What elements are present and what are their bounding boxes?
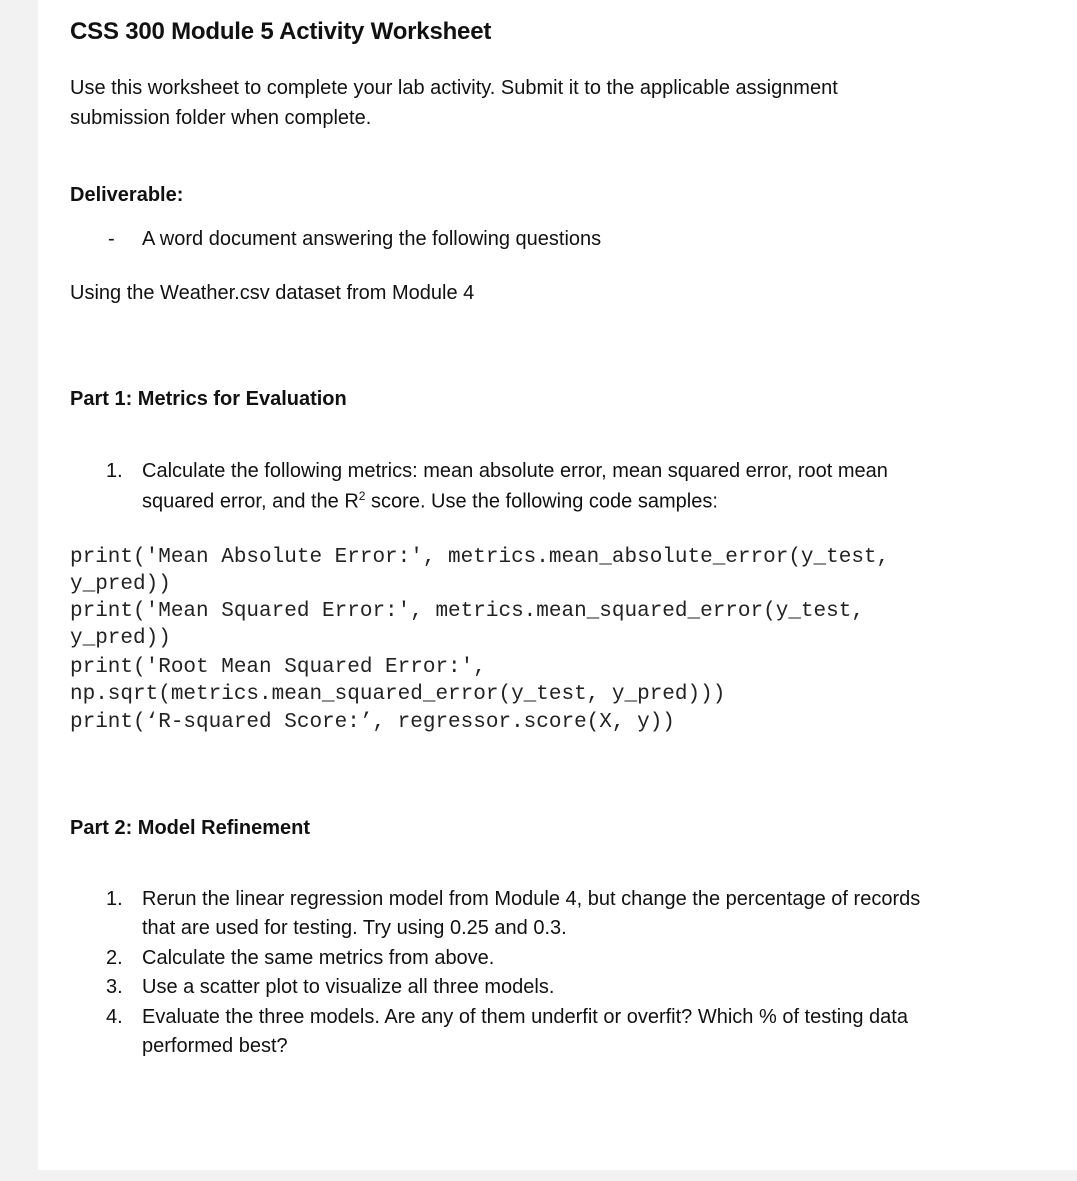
part2-item-1-number: 1. [106, 888, 123, 910]
part1-heading: Part 1: Metrics for Evaluation [70, 388, 347, 410]
part2-item-1-line-1: Rerun the linear regression model from Module 4, but change the percentage of records [142, 888, 921, 910]
part2-item-1-line-2: that are used for testing. Try using 0.25 and 0.3. [142, 917, 567, 939]
code-line: print('Mean Absolute Error:', metrics.mean_absolute_error(y_test, [70, 546, 890, 569]
part2-item-3-line-1: Use a scatter plot to visualize all three models. [142, 976, 555, 998]
deliverable-item: A word document answering the following questions [142, 228, 602, 250]
dataset-line: Using the Weather.csv dataset from Module 4 [70, 282, 475, 304]
code-line: y_pred)) [70, 627, 171, 650]
part1-item-line-1: Calculate the following metrics: mean absolute error, mean squared error, root mean [142, 460, 888, 482]
page-title: CSS 300 Module 5 Activity Worksheet [70, 18, 492, 45]
part1-item-line-2-after: score. Use the following code samples: [365, 490, 718, 513]
intro-line-2: submission folder when complete. [70, 107, 372, 129]
code-line: print('Mean Squared Error:', metrics.mean_squared_error(y_test, [70, 600, 864, 623]
part2-heading: Part 2: Model Refinement [70, 817, 311, 839]
part2-item-2-number: 2. [106, 947, 123, 969]
code-line: np.sqrt(metrics.mean_squared_error(y_test, y_pred))) [70, 683, 726, 706]
code-line: y_pred)) [70, 573, 171, 596]
part2-item-4-line-2: performed best? [142, 1035, 288, 1057]
intro-line-1: Use this worksheet to complete your lab activity. Submit it to the applicable assignment [70, 77, 838, 99]
part2-item-2-line-1: Calculate the same metrics from above. [142, 947, 495, 969]
code-line: print('Root Mean Squared Error:', [70, 656, 486, 679]
deliverable-heading: Deliverable: [70, 184, 184, 206]
part2-item-3-number: 3. [106, 976, 123, 998]
part1-item-number: 1. [106, 460, 123, 482]
bullet-dash: - [108, 228, 115, 250]
superscript-2: 2 [358, 489, 366, 503]
part2-item-4-line-1: Evaluate the three models. Are any of them underfit or overfit? Which % of testing data [142, 1006, 908, 1028]
part1-item-line-2-before: squared error, and the R [142, 490, 359, 513]
code-line: print(‘R-squared Score:’, regressor.score(X, y)) [70, 711, 675, 734]
part2-item-4-number: 4. [106, 1006, 123, 1028]
part1-item-line-2 [142, 489, 718, 514]
